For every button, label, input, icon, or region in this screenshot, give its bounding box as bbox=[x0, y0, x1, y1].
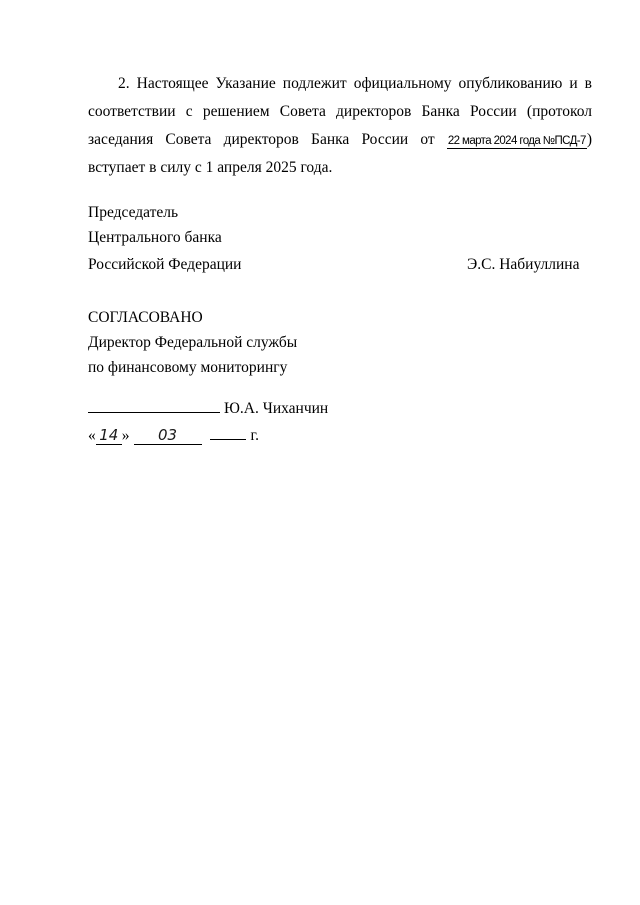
paragraph-text-before: 2. Настоящее Указание подлежит официальному опубликованию и в соответствии с решением Совета директоров Банка России (протокол заседания Совета директоров Банка России от bbox=[88, 75, 592, 148]
signature-blank-line bbox=[88, 398, 220, 413]
approval-signature-row bbox=[88, 398, 328, 419]
approval-name: Ю.А. Чиханчин bbox=[224, 400, 329, 417]
date-year-suffix: г. bbox=[250, 427, 259, 444]
approval-heading: СОГЛАСОВАНО bbox=[88, 309, 203, 326]
date-open-quote: « bbox=[88, 427, 96, 444]
approval-title-line1: Директор Федеральной службы bbox=[88, 334, 298, 351]
protocol-filled-field: 22 марта 2024 года №ПСД-7 bbox=[447, 135, 586, 147]
signatory-name: Э.С. Набиуллина bbox=[467, 256, 580, 273]
signatory-title-line2: Центрального банка bbox=[88, 229, 222, 246]
signatory-title-line3: Российской Федерации bbox=[88, 256, 242, 273]
date-day-handwritten: 14 bbox=[96, 428, 122, 445]
paragraph-text-after: ) вступает в силу с 1 апреля 2025 года. bbox=[88, 131, 592, 176]
date-year-blank bbox=[210, 423, 246, 440]
approval-title-line2: по финансовому мониторингу bbox=[88, 359, 288, 376]
date-close-quote: » bbox=[121, 427, 130, 444]
signatory-title-line1: Председатель bbox=[88, 204, 179, 221]
approval-date-row bbox=[88, 423, 259, 447]
paragraph-2 bbox=[88, 70, 592, 182]
date-month-handwritten: 03 bbox=[134, 428, 202, 445]
